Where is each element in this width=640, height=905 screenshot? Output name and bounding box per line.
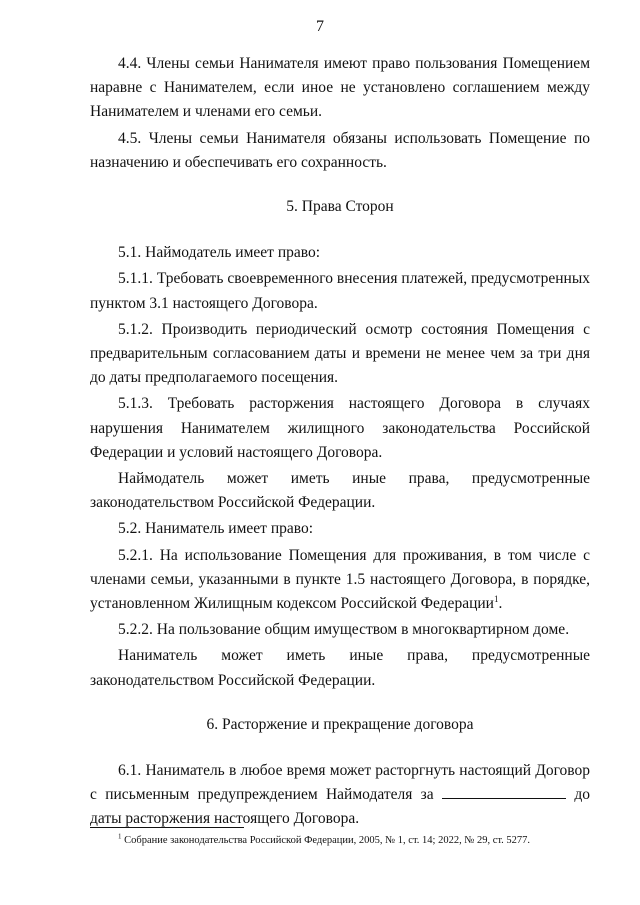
paragraph-4-5: 4.5. Члены семьи Нанимателя обязаны использовать Помещение по назначению и обеспечивать его сохранность. bbox=[90, 129, 590, 171]
paragraph-5-2: 5.2. Наниматель имеет право: bbox=[118, 520, 314, 538]
document-body bbox=[90, 52, 590, 832]
footnote-divider bbox=[90, 827, 244, 828]
paragraph-6-1-text-a: 6.1. Наниматель в любое время может расторгнуть настоящий Договор с письменным предупреждением Наймодателя за bbox=[90, 762, 590, 804]
paragraph-5-2-1-text: 5.2.1. На использование Помещения для проживания, в том числе с членами семьи, указанными в пункте 1.5 настоящего Договора, в порядке, установленном Жилищным кодексом Российской Федерации bbox=[90, 546, 590, 613]
section-heading-6: 6. Расторжение и прекращение договора bbox=[206, 715, 474, 733]
footnote-number: 1 bbox=[118, 832, 122, 841]
footnote-text: Собрание законодательства Российской Федерации, 2005, № 1, ст. 14; 2022, № 29, ст. 5277. bbox=[124, 835, 531, 846]
paragraph-5-1: 5.1. Наймодатель имеет право: bbox=[118, 244, 321, 262]
footnote bbox=[118, 834, 598, 848]
paragraph-6-1 bbox=[90, 759, 590, 832]
page-number: 7 bbox=[316, 18, 324, 35]
footnote-reference: 1 bbox=[493, 593, 499, 604]
paragraph-5-1-3: 5.1.3. Требовать расторжения настоящего Договора в случаях нарушения Нанимателем жилищного законодательства Российской Федерации и условий настоящего Договора. bbox=[90, 395, 590, 461]
paragraph-5-2-1-end: . bbox=[498, 595, 503, 613]
paragraph-4-4: 4.4. Члены семьи Нанимателя имеют право пользования Помещением наравне с Нанимателем, если иное не установлено соглашением между Нанимателем и членами его семьи. bbox=[90, 55, 590, 121]
paragraph-5-1-other-rights: Наймодатель может иметь иные права, предусмотренные законодательством Российской Федерации. bbox=[90, 470, 590, 512]
paragraph-5-2-other-rights: Наниматель может иметь иные права, предусмотренные законодательством Российской Федерации. bbox=[90, 647, 590, 689]
paragraph-5-1-1: 5.1.1. Требовать своевременного внесения платежей, предусмотренных пунктом 3.1 настоящего Договора. bbox=[90, 270, 590, 312]
blank-fill-line[interactable] bbox=[442, 784, 566, 799]
paragraph-5-2-1 bbox=[90, 544, 590, 617]
section-heading-5: 5. Права Сторон bbox=[286, 198, 394, 216]
paragraph-6-1-text-b: до даты расторжения настоящего Договора. bbox=[90, 786, 591, 828]
paragraph-5-1-2: 5.1.2. Производить периодический осмотр состояния Помещения с предварительным согласованием даты и времени не менее чем за три дня до даты предполагаемого посещения. bbox=[90, 320, 590, 387]
paragraph-5-2-2: 5.2.2. На пользование общим имуществом в многоквартирном доме. bbox=[118, 621, 570, 639]
